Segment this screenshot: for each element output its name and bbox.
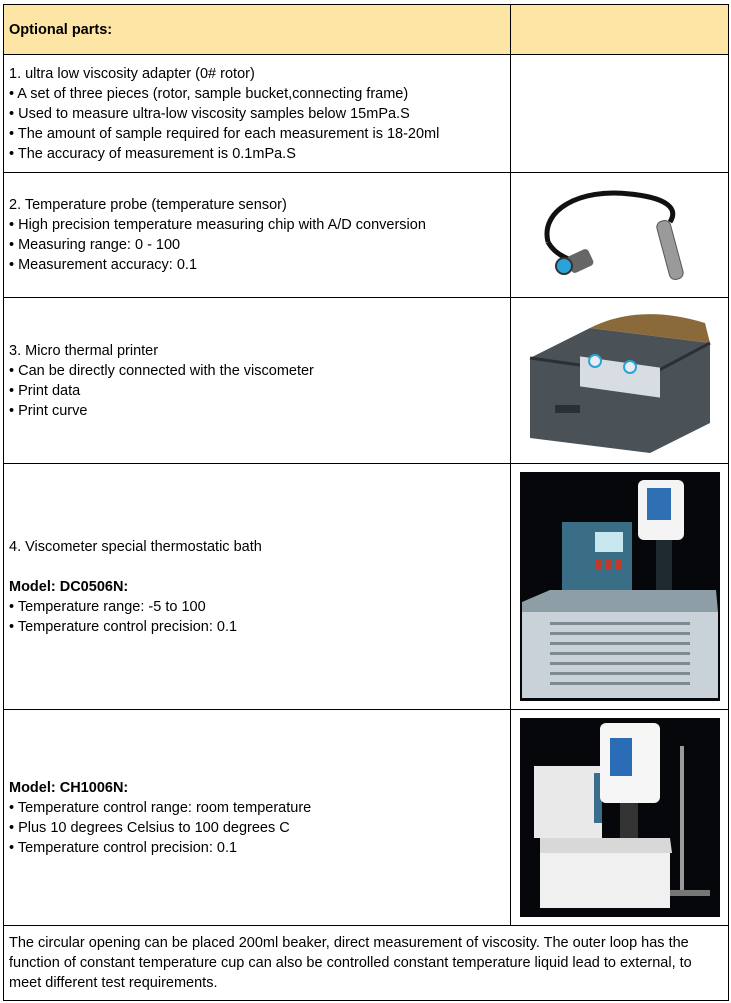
empty-image-cell [511,55,729,173]
printer-image-cell [511,298,729,464]
row-text [4,173,511,298]
item-title: 4. Viscometer special thermostatic bath [9,538,262,555]
row-text [4,710,511,926]
row-text [4,55,511,173]
row-thermostatic-bath-ch1006n [4,710,729,926]
bullet: • Plus 10 degrees Celsius to 100 degrees C [9,819,290,836]
row-text [4,464,511,710]
footer-note: The circular opening can be placed 200ml beaker, direct measurement of viscosity. The outer loop has the function of constant temperature cup can also be controlled constant temperature liquid lead to external, to meet different test requirements. [4,926,729,1001]
bullet: • Measurement accuracy: 0.1 [9,257,198,273]
bullet: • Measuring range: 0 - 100 [9,237,181,253]
bullet: • The amount of sample required for each measurement is 18-20ml [9,125,440,142]
bullet: • Temperature range: -5 to 100 [9,598,206,615]
bullet: • Can be directly connected with the viscometer [9,362,314,379]
bullet: • A set of three pieces (rotor, sample bucket,connecting frame) [9,85,409,102]
footer-row [4,926,729,1001]
row-text [4,298,511,464]
row-thermostatic-bath-dc0506n [4,464,729,710]
bullet: • Temperature control precision: 0.1 [9,839,238,856]
model-label: Model: CH1006N: [9,779,129,796]
bullet: • Used to measure ultra-low viscosity samples below 15mPa.S [9,105,410,122]
optional-parts-table [3,4,729,1001]
item-title: 3. Micro thermal printer [9,342,159,359]
row-thermal-printer [4,298,729,464]
bullet: • The accuracy of measurement is 0.1mPa.S [9,145,296,162]
header-right-cell [511,5,729,55]
row-temperature-probe [4,173,729,298]
item-title: 1. ultra low viscosity adapter (0# rotor) [9,65,255,82]
thermostatic-bath-ch1006n-image [520,718,720,917]
item-title: 2. Temperature probe (temperature sensor) [9,197,287,213]
temperature-probe-image [520,180,720,290]
bullet: • Print data [9,382,81,399]
probe-image-cell [511,173,729,298]
header-title: Optional parts: [4,5,511,55]
bullet: • High precision temperature measuring chip with A/D conversion [9,217,426,233]
thermostatic-bath-dc0506n-image [520,472,720,701]
bullet: • Print curve [9,402,88,419]
bullet: • Temperature control range: room temperature [9,799,312,816]
row-ultra-low-adapter [4,55,729,173]
bullet: • Temperature control precision: 0.1 [9,618,238,635]
bath-dc0506n-image-cell [511,464,729,710]
thermal-printer-image [520,303,720,458]
header-row [4,5,729,55]
bath-ch1006n-image-cell [511,710,729,926]
model-label: Model: DC0506N: [9,578,129,595]
